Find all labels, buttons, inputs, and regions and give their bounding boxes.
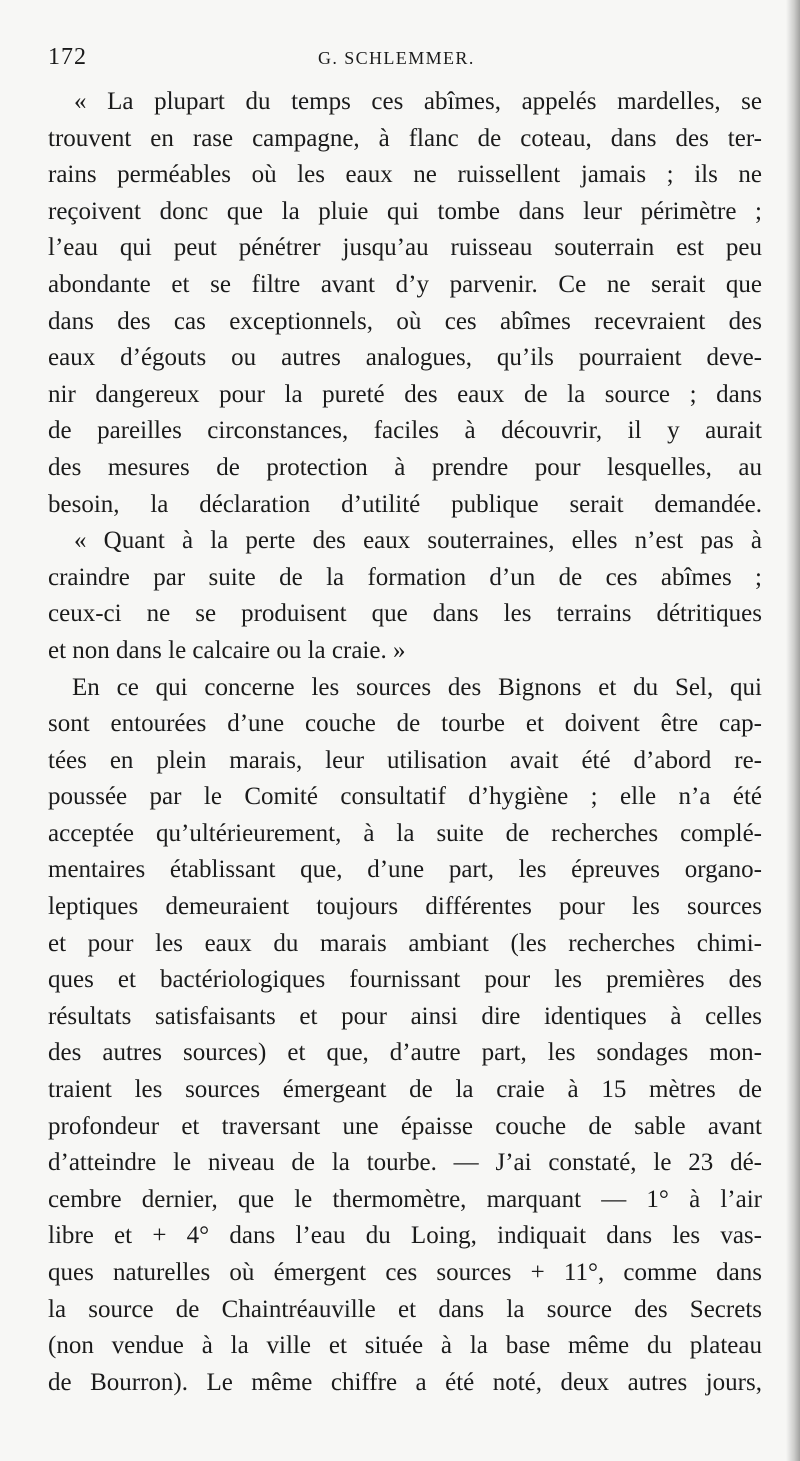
text-line: dans des cas exceptionnels, où ces abîmes recevraient des xyxy=(48,307,762,335)
text-line: ceux-ci ne se produisent que dans les terrains détritiques xyxy=(48,600,762,628)
text-line: profondeur et traversant une épaisse couche de sable avant xyxy=(48,1112,762,1140)
text-line: sont entourées d’une couche de tourbe et doivent être cap- xyxy=(48,710,762,738)
text-line: la source de Chaintréauville et dans la source des Secrets xyxy=(48,1295,762,1323)
text-line: et non dans le calcaire ou la craie. » xyxy=(48,636,406,664)
text-line: poussée par le Comité consultatif d’hygiène ; elle n’a été xyxy=(48,783,762,811)
text-line: reçoivent donc que la pluie qui tombe dans leur périmètre ; xyxy=(48,197,762,225)
text-line: des mesures de protection à prendre pour lesquelles, au xyxy=(48,453,762,481)
text-line: (non vendue à la ville et située à la base même du plateau xyxy=(48,1332,762,1360)
text-line: l’eau qui peut pénétrer jusqu’au ruisseau souterrain est peu xyxy=(48,234,762,262)
text-line: des autres sources) et que, d’autre part, les sondages mon- xyxy=(48,1039,762,1067)
text-line: trouvent en rase campagne, à flanc de coteau, dans des ter- xyxy=(48,124,762,152)
text-line: de Bourron). Le même chiffre a été noté, deux autres jours, xyxy=(48,1368,762,1396)
text-line: besoin, la déclaration d’utilité publique serait demandée. xyxy=(48,490,762,518)
text-line: leptiques demeuraient toujours différentes pour les sources xyxy=(48,893,762,921)
running-head xyxy=(48,44,760,74)
text-line: rains perméables où les eaux ne ruissellent jamais ; ils ne xyxy=(48,161,762,189)
text-line: acceptée qu’ultérieurement, à la suite de recherches complé- xyxy=(48,819,762,847)
text-line: résultats satisfaisants et pour ainsi dire identiques à celles xyxy=(48,1002,762,1030)
text-line: « Quant à la perte des eaux souterraines, elles n’est pas à xyxy=(74,527,762,555)
text-line: et pour les eaux du marais ambiant (les recherches chimi- xyxy=(48,929,762,957)
text-line: de pareilles circonstances, faciles à découvrir, il y aurait xyxy=(48,417,762,445)
text-line: ques naturelles où émergent ces sources + 11°, comme dans xyxy=(48,1259,762,1286)
running-title: G. SCHLEMMER. xyxy=(318,48,475,68)
text-line: cembre dernier, que le thermomètre, marquant — 1° à l’air xyxy=(48,1185,762,1213)
text-line: eaux d’égouts ou autres analogues, qu’ils pourraient deve- xyxy=(48,344,762,372)
text-line: « La plupart du temps ces abîmes, appelés mardelles, se xyxy=(74,88,762,115)
page-number: 172 xyxy=(48,44,87,70)
text-line: libre et + 4° dans l’eau du Loing, indiquait dans les vas- xyxy=(48,1222,762,1250)
text-line: abondante et se filtre avant d’y parvenir. Ce ne serait que xyxy=(48,270,762,298)
body-text xyxy=(48,84,762,1401)
text-line: mentaires établissant que, d’une part, les épreuves organo- xyxy=(48,856,762,884)
text-line: d’atteindre le niveau de la tourbe. — J’ai constaté, le 23 dé- xyxy=(48,1149,762,1177)
text-line: tées en plein marais, leur utilisation avait été d’abord re- xyxy=(48,746,762,774)
text-line: traient les sources émergeant de la craie à 15 mètres de xyxy=(48,1076,762,1104)
text-line: ques et bactériologiques fournissant pour les premières des xyxy=(48,966,762,994)
page-edge-shadow xyxy=(786,0,800,1461)
text-line: craindre par suite de la formation d’un de ces abîmes ; xyxy=(48,563,762,591)
text-line: nir dangereux pour la pureté des eaux de la source ; dans xyxy=(48,380,762,408)
text-line: En ce qui concerne les sources des Bignons et du Sel, qui xyxy=(72,673,762,701)
